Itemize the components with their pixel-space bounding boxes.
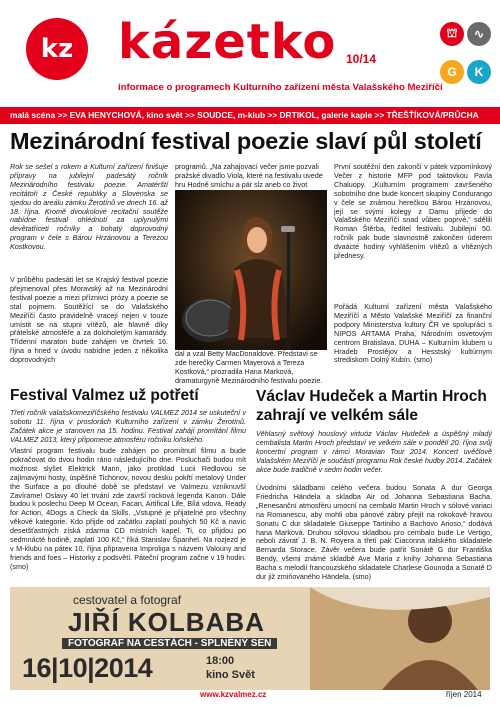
footer-website-link[interactable]: www.kzvalmez.cz [200, 690, 267, 699]
festival-body-col2-top: programů. „Na zahajovací večer jsme pozvali pražské divadlo Viola, které na festivalu uvede hru Hodně smíchu a pár slz aneb co život [175, 162, 323, 189]
masthead-subtitle: informace o programech Kulturního zařízení města Valašského Meziříčí [118, 82, 443, 93]
festival-intro: Rok se sešel s rokem a Kulturní zařízení finišuje přípravy na jubilejní padesátý ročník Mezinárodního festivalu poezie. Amatérští recitátoři z České republiky a Slovenska se sjedou do areálu zámku Žerotínů ve dnech 16. až 18. října. Kromě dvoukolové recitační soutěže nabídne festival ohlédnutí za uplynulými devětatřiceti ročníky a bohatý doprovodný program v čele s Bárou Hrzánovou a Terezou Kostkovou. [10, 162, 168, 252]
valmez-intro: Třetí ročník valašskomeziříčského festivalu VALMEZ 2014 se uskuteční v sobotu 11. října v prostorách Kulturního zařízení v zámku Žerotínů. Začátek akce je stanoven na 15. hodinu. Festival zahájí promítání filmu VALMEZ 2013, který připomene atmosféru ročníku loňského. [10, 408, 246, 444]
footer-date: říjen 2014 [446, 690, 482, 699]
hudecek-intro: Věhlasný světový houslový virtuóz Václav Hudeček a úspěšný mladý cembalista Martin Hroch představí ve velkém sále v pondělí 20. října svůj koncertní program v rámci Moravian Tour 2014. Koncert uvěčlově Valašském Meziříčí je součástí programu Rok české hudby 2014. Začátek akce bude tradičně v sedm hodin večer. [256, 429, 492, 474]
banner-caption: cestovatel a fotograf [73, 593, 182, 607]
banner-time: 18:00 [206, 655, 235, 667]
festival-body-col1: V průběhu padesáti let se Krajský festival poezie přejmenoval přes Moravský až na Mezinárodní festival poezie a mezi příznivci prózy a poezie se stal pojmem. Soutěžící se do Valašského Meziříčí často pravidelně vracejí nejen v touze umístit se na stupni vítězů, ale hlavně díky přátelské atmosféře a za doloholetým kamarády. Třídenní maraton bude zahájen ve čtvrtek 16. října a hned v úvodu nabídne jeden z několika doprovodných [10, 275, 168, 365]
venue-bar: malá scéna >> EVA HENYCHOVÁ, kino svět >> SOUDCE, m-klub >> DRTIKOL, galerie kaple >> TŘEŠŤÍKOVÁ/PRŮCHA [0, 107, 500, 124]
banner-name: JIŘÍ KOLBABA [68, 607, 265, 637]
pulse-icon: ∿ [467, 22, 491, 46]
valmez-body: Vlastní program festivalu bude zahájen po promítnutí filmu a bude pokračovat do dvou hodin ráno následujícího dne. Posluchači budou mít možnost slyšet Elektrick Mann, jako protiklad Lucii Redlovou se zajímavými hosty, úspěšné Tichonov, novou desku pokřtí metalový Under the Surface a po dlouhé době se představí ve Valmezu vzniknuvší Zavírame! Oslavy 40 let trvání zde završí rocková legenda Kanon. Dále budou k poslechu Deep M Ocean, Facan, Artifical Life, Bílá vdova, Ready for Action, 4Dogs a Check da Skills. „Vstupné je přijatelné pro všechny věkové kategorie. Kdo přijde od začátku zaplatí pouhých 50 Kč a navíc desetšťastných získá zdarma CD místních kapel. Ti, co přijdou po sedmnácté hodině, zaplatí 100 Kč,“ říká Stanislav Španhel. Na rozjezd je v M-klubu na páteк 10. října připravena Improliga s názvem Valouny and friends and foes – Historky z podsvětí. Páteční program začne v 19 hodin. (smo) [10, 446, 246, 571]
kolbaba-banner [10, 587, 490, 690]
main-headline: Mezinárodní festival poezie slaví půl století [10, 128, 482, 154]
logo-letters: kz [40, 34, 74, 64]
g-letter-icon: G [440, 60, 464, 84]
festival-body-col3b: Pořádá Kulturní zařízení města Valašského Meziříčí a Město Valašské Meziříčí za finanční podpory Ministerstva kultury ČR ve spolupráci s NIPOS ARTAMA Praha, Národním osvetovým centrom Bratislava, DUHA – Kulturním klubem u Hradeb Prostějov a Hesstský kultúrnym strediskom Dolný Kubín. (smo) [334, 302, 492, 365]
issue-number: 10/14 [346, 52, 377, 66]
k-dots-icon: K [467, 60, 491, 84]
festival-body-col2-bottom: dal a vzal Betty MacDonaldové. Představí se zde herečky Carmen Mayerová a Tereza Kostková,“ prozradila Hana Marková, dramaturgyně Mezinárodního festivalu poezie. [175, 350, 327, 386]
page-title: kázetko [118, 14, 337, 70]
banner-date: 16|10|2014 [22, 653, 153, 683]
valmez-heading: Festival Valmez už potřetí [10, 387, 199, 404]
banner-venue: kino Svět [206, 669, 255, 681]
banner-tagline: FOTOGRAF NA CESTÁCH - SPLNĚNÝ SEN [62, 638, 277, 649]
hudecek-heading: Václav Hudeček a Martin Hroch zahrají ve velkém sále [256, 388, 487, 424]
festival-body-col3a: První soutěžní den zakončí v pátek vzpomínkový Večer z historie MFP pod taktovkou Pavla Chaluopy. „Kulturním programem završeného sobotního dne bude koncert skupiny Condurango v čele se známou herečkou Bárou Hrzánovou, její se svými kolegy z Damu přijede do Valašského Meziříčí snad vůbec poprvé,“ sdělili Roman Štěrba, ředitel festivalu. Jubilejní 50. ročník pak bude slavnostně zakončen úderem dvaácté hodiny vyhlášením vítězů a vítězných přednesy. [334, 162, 492, 261]
castle-icon: ⛫ [440, 22, 464, 46]
kz-logo [26, 18, 88, 80]
hudecek-body: Úvodními skladbami celého večera budou Sonata A dur Georga Friedricha Händela a skladba Air od Johanna Sebastiana Bacha. „Renesanční atmosféru umocní na cembalo Martin Hroch v sólové variaci na Romanescu, aby mohli oba pánové zábry přejít na rokokově hravou Sonatu C dur skladatele Giuseppe Tartiniho a Bachovo Arioso,“ dodává hana Marková. Druhou sólovou skladbou pro cembalo bude Le Vertigo, neboli závrať J. B. N. Royera a třetí pak Ciaconna italského skladatele Bernarda Storace. Závěr večera bude patřit Sonátě G dur Františka Bendy, všemi známé skladbě Ave Maria z knihy Johanna Sebastiana Bacha s melodií francouzského skladatele Charlese Gounoda a Sonatě D dur již zmiňovaného Händela. (smo) [256, 483, 492, 582]
